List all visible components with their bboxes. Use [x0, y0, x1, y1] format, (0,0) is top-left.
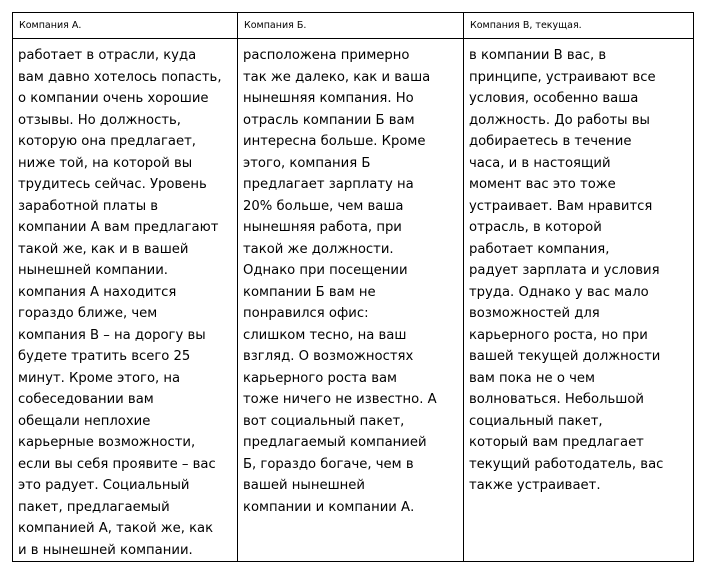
cell-text-line: часа, и в настоящий [469, 155, 611, 171]
cell-text-line: пакет, предлагаемый [18, 499, 170, 515]
cell-text-line: если вы себя проявите – вас [18, 456, 216, 472]
cell-text-line: который вам предлагает [469, 435, 644, 450]
cell-text-line: волноваться. Небольшой [469, 392, 644, 407]
cell-text-line: устраивает. Вам нравится [469, 198, 653, 214]
cell-text-line: компанией А, такой же, как [18, 521, 214, 536]
cell-text-line: Однако при посещении [243, 263, 408, 278]
cell-text-line: социальный пакет, [469, 413, 603, 429]
cell-text-line: взгляд. О возможностях [243, 349, 414, 364]
cell-text-line: карьерного роста вам [243, 370, 398, 386]
cell-text-line: ниже той, на которой вы [18, 155, 193, 171]
cell-text-line: отрасль, в которой [469, 220, 602, 235]
cell-text-line: вам давно хотелось попасть, [18, 69, 222, 85]
cell-text-line: которую она предлагает, [18, 134, 196, 149]
cell-text-line: такой же должности. [243, 241, 394, 257]
header-company-v: Компания В, текущая. [464, 13, 694, 39]
cell-text-line: принципе, устраивают все [469, 69, 656, 85]
cell-text-line: также устраивает. [469, 478, 601, 493]
cell-text-line: предлагаемый компанией [243, 435, 427, 450]
description-company-v [464, 39, 694, 562]
cell-text-line: возможностей для [469, 306, 600, 321]
cell-text-line: компания А находится [18, 284, 177, 300]
cell-text-line: собеседовании вам [18, 392, 154, 407]
cell-text-line: вашей текущей должности [469, 349, 661, 364]
cell-text-line: работает в отрасли, куда [18, 48, 197, 63]
cell-text-line: такой же, как и в вашей [18, 241, 189, 257]
cell-text-line: нынешняя компания. Но [243, 91, 414, 106]
cell-text-line: трудитесь сейчас. Уровень [18, 177, 207, 192]
cell-text-line: отрасль компании Б вам [243, 112, 415, 128]
header-row [13, 13, 694, 39]
cell-text-line: минут. Кроме этого, на [18, 370, 181, 386]
comparison-table [12, 12, 694, 562]
cell-text-line: радует зарплата и условия [469, 263, 660, 278]
cell-text-line: обещали неплохие [18, 413, 151, 429]
cell-text-line: в компании В вас, в [469, 48, 607, 63]
cell-text-line: компании А вам предлагают [18, 220, 219, 235]
cell-text-line: добираетесь в течение [469, 134, 632, 149]
description-company-a [13, 39, 238, 562]
cell-text-line: понравился офис: [243, 306, 369, 321]
cell-text-line: тоже ничего не известно. А [243, 392, 437, 407]
cell-text-line: Б, гораздо богаче, чем в [243, 456, 414, 472]
header-company-a: Компания А. [13, 13, 238, 39]
cell-text-line: этого, компания Б [243, 155, 371, 171]
description-row [13, 39, 694, 562]
cell-text-line: это радует. Социальный [18, 478, 190, 493]
cell-text-line: и в нынешней компании. [18, 542, 193, 558]
header-company-b: Компания Б. [238, 13, 464, 39]
cell-text-line: труда. Однако у вас мало [469, 284, 649, 300]
cell-text-line: вашей нынешней [243, 478, 365, 493]
cell-text-line: компании Б вам не [243, 284, 376, 300]
cell-text-line: нынешней компании. [18, 263, 168, 278]
cell-text-line: интересна больше. Кроме [243, 134, 426, 149]
cell-text-line: текущий работодатель, вас [469, 456, 664, 472]
description-company-b [238, 39, 464, 562]
cell-text-line: отзывы. Но должность, [18, 112, 182, 128]
cell-text-line: момент вас это тоже [469, 177, 616, 192]
cell-text-line: компания В – на дорогу вы [18, 327, 206, 343]
cell-text-line: должность. До работы вы [469, 112, 650, 128]
cell-text-line: слишком тесно, на ваш [243, 327, 407, 343]
cell-text-line: нынешняя работа, при [243, 220, 402, 235]
cell-text-line: 20% больше, чем ваша [243, 198, 404, 214]
cell-text-line: условия, особенно ваша [469, 91, 639, 106]
cell-text-line: о компании очень хорошие [18, 91, 209, 106]
cell-text-line: карьерные возможности, [18, 435, 196, 450]
cell-text-line: вам пока не о чем [469, 370, 595, 386]
cell-text-line: будете тратить всего 25 [18, 349, 191, 364]
cell-text-line: вот социальный пакет, [243, 413, 405, 429]
cell-text-line: гораздо ближе, чем [18, 306, 158, 321]
cell-text-line: карьерного роста, но при [469, 327, 648, 343]
cell-text-line: так же далеко, как и ваша [243, 69, 431, 85]
cell-text-line: расположена примерно [243, 48, 410, 63]
cell-text-line: работает компания, [469, 241, 610, 257]
cell-text-line: заработной платы в [18, 198, 159, 214]
cell-text-line: предлагает зарплату на [243, 177, 414, 192]
cell-text-line: компании и компании А. [243, 499, 415, 515]
